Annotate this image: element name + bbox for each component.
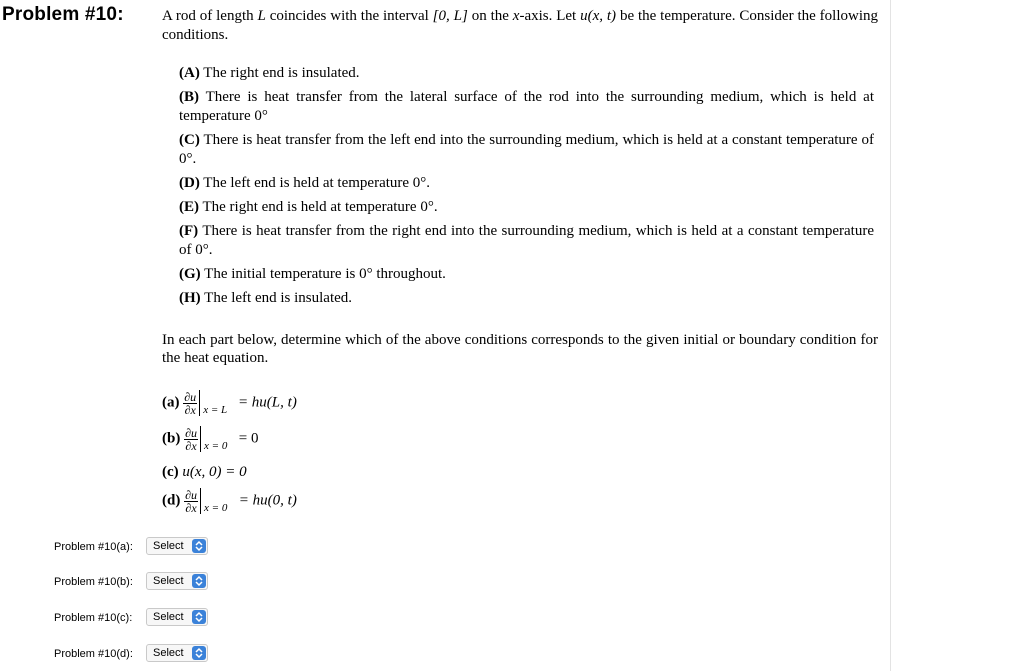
part-label: (d)	[162, 492, 181, 509]
select-arrows-icon[interactable]	[192, 610, 206, 624]
condition-text: There is heat transfer from the right end into the surrounding medium, which is held at a constant temperature of 0°.	[179, 223, 874, 258]
select-value: Select	[153, 647, 184, 659]
intro-u: u(x, t)	[580, 8, 617, 24]
intro-x: x	[512, 8, 520, 24]
select-value: Select	[153, 611, 184, 623]
part-label: (a)	[162, 394, 180, 411]
condition-label: (B)	[179, 89, 199, 105]
part-rhs: = 0	[238, 430, 259, 447]
condition-text: The left end is held at temperature 0°.	[199, 175, 431, 191]
condition-label: (F)	[179, 223, 199, 239]
part-label: (b)	[162, 430, 181, 447]
part-rhs: = hu(L, t)	[237, 394, 297, 411]
evaluation-subscript: x = L	[203, 404, 228, 416]
condition-text: There is heat transfer from the lateral surface of the rod into the surrounding medium, which is held at temperature 0°	[179, 89, 874, 124]
part-expression: u(x, 0) = 0	[182, 464, 247, 480]
condition-label: (D)	[179, 175, 200, 191]
partial-derivative	[183, 391, 197, 416]
answer-select-d[interactable]	[146, 644, 208, 662]
problem-title: Problem #10:	[2, 4, 124, 25]
condition-text: The left end is insulated.	[200, 290, 353, 306]
condition-label: (G)	[179, 266, 201, 282]
select-arrows-icon[interactable]	[192, 646, 206, 660]
answer-label: Problem #10(a):	[54, 541, 133, 553]
condition-label: (A)	[179, 65, 200, 81]
evaluation-subscript: x = 0	[204, 440, 228, 452]
evaluation-subscript: x = 0	[204, 502, 228, 514]
condition-text: The initial temperature is 0° throughout.	[200, 266, 446, 282]
fraction-numerator: ∂u	[185, 487, 198, 502]
condition-text: The right end is held at temperature 0°.	[199, 199, 438, 215]
intro-L: L	[257, 8, 266, 24]
condition-f	[179, 222, 874, 260]
answer-select-a[interactable]	[146, 537, 208, 555]
fraction-numerator: ∂u	[185, 425, 198, 440]
fraction-denominator: ∂x	[185, 500, 197, 515]
select-arrows-icon[interactable]	[192, 574, 206, 588]
intro-interval: [0, L]	[432, 8, 468, 24]
select-value: Select	[153, 575, 184, 587]
partial-derivative	[184, 489, 198, 514]
answer-select-b[interactable]	[146, 572, 208, 590]
condition-d	[179, 174, 874, 193]
select-arrows-icon[interactable]	[192, 539, 206, 553]
intro-text-1: A rod of length	[162, 8, 258, 24]
condition-g	[179, 265, 874, 284]
part-b	[162, 426, 259, 452]
fraction-denominator: ∂x	[184, 402, 196, 417]
part-c	[162, 464, 247, 481]
conditions-list	[179, 64, 874, 313]
evaluation-bar	[200, 488, 235, 514]
condition-text: The right end is insulated.	[199, 65, 360, 81]
condition-label: (H)	[179, 290, 201, 306]
page-border-line	[890, 0, 891, 671]
evaluation-bar	[199, 390, 234, 416]
condition-text: There is heat transfer from the left end into the surrounding medium, which is held at a constant temperature of 0°.	[179, 132, 874, 167]
evaluation-bar	[200, 426, 235, 452]
fraction-denominator: ∂x	[185, 438, 197, 453]
intro-text-3: on the	[467, 8, 513, 24]
condition-b	[179, 88, 874, 126]
condition-e	[179, 198, 874, 217]
answer-label: Problem #10(b):	[54, 576, 133, 588]
intro-text-2: coincides with the interval	[265, 8, 433, 24]
answer-select-c[interactable]	[146, 608, 208, 626]
part-rhs: = hu(0, t)	[238, 492, 297, 509]
condition-c	[179, 131, 874, 169]
intro-text-4: -axis. Let	[519, 8, 581, 24]
select-value: Select	[153, 540, 184, 552]
part-label: (c)	[162, 464, 179, 480]
condition-h	[179, 289, 874, 308]
condition-label: (C)	[179, 132, 200, 148]
problem-intro	[162, 7, 878, 45]
answer-label: Problem #10(d):	[54, 648, 133, 660]
answer-label: Problem #10(c):	[54, 612, 133, 624]
instructions-text: In each part below, determine which of the above conditions corresponds to the given initial or boundary condition for the heat equation.	[162, 332, 878, 366]
part-d	[162, 488, 297, 514]
part-a	[162, 390, 297, 416]
condition-label: (E)	[179, 199, 199, 215]
condition-a	[179, 64, 874, 83]
partial-derivative	[184, 427, 198, 452]
fraction-numerator: ∂u	[184, 389, 197, 404]
intro-text-5: be the temperature. Consider the following conditions.	[162, 8, 878, 43]
